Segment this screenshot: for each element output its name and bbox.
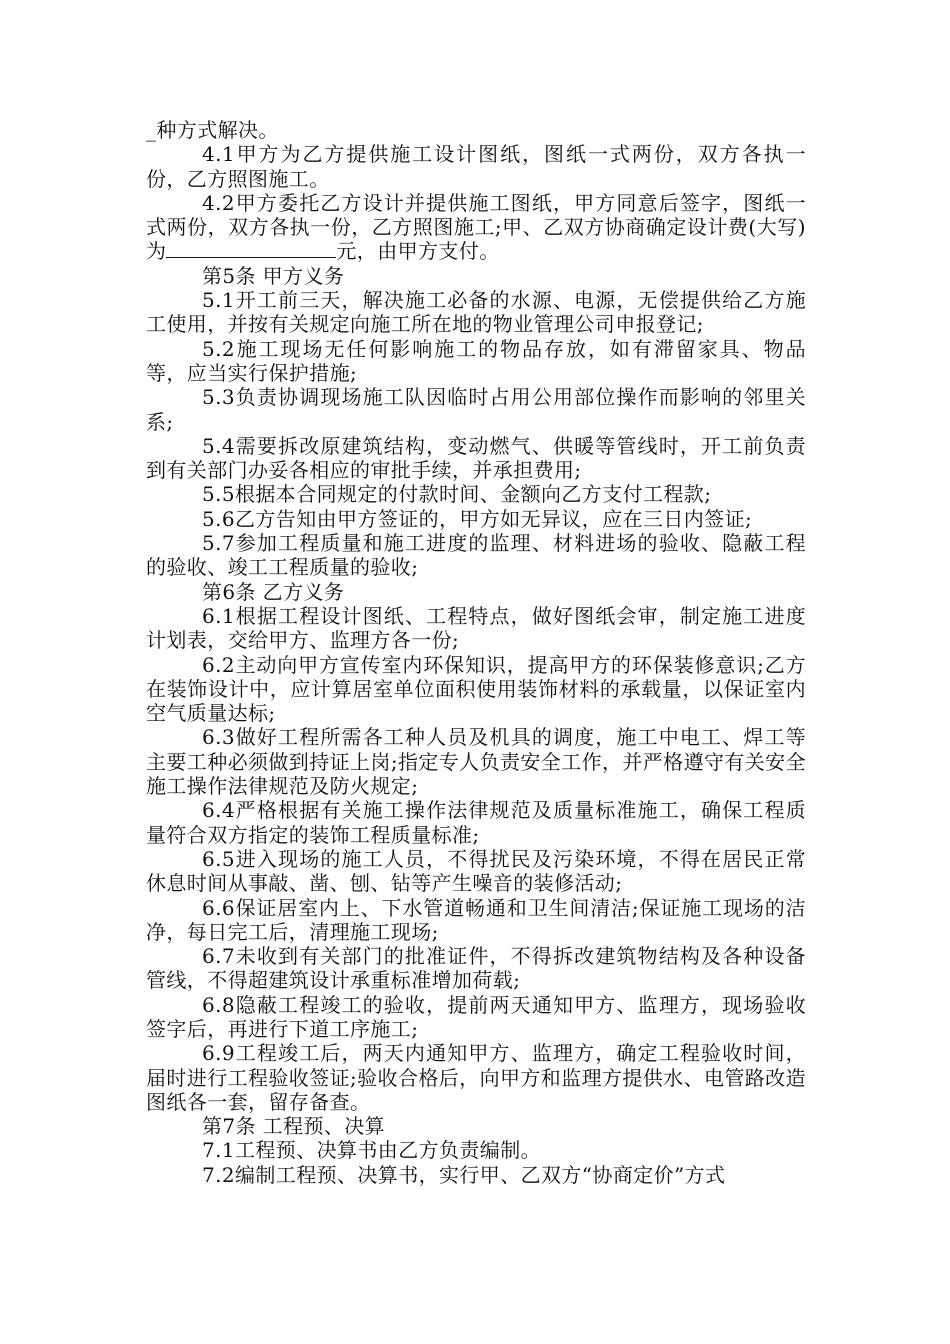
article-5-heading: 第5条 甲方义务 <box>202 263 345 288</box>
paragraph: _种方式解决。 <box>146 118 279 142</box>
clause-7-2: 7.2编制工程预、决算书，实行甲、乙双方“协商定价”方式 <box>202 1162 726 1187</box>
clause-4-1: 4.1甲方为乙方提供施工设计图纸，图纸一式两份，双方各执一份，乙方照图施工。 <box>146 142 806 191</box>
article-7-heading: 第7条 工程预、决算 <box>202 1114 386 1139</box>
clause-5-4: 5.4需要拆改原建筑结构，变动燃气、供暖等管线时，开工前负责到有关部门办妥各相应的审批手续，并承担费用; <box>146 433 806 483</box>
article-6-heading: 第6条 乙方义务 <box>202 579 345 604</box>
clause-6-9: 6.9工程竣工后，两天内通知甲方、监理方，确定工程验收时间，届时进行工程验收签证;验收合格后，向甲方和监理方提供水、电管路改造图纸各一套，留存备查。 <box>146 1041 806 1114</box>
clause-6-1: 6.1根据工程设计图纸、工程特点，做好图纸会审，制定施工进度计划表，交给甲方、监理方各一份; <box>146 603 806 653</box>
clause-6-6: 6.6保证居室内上、下水管道畅通和卫生间清洁;保证施工现场的洁净，每日完工后，清理施工现场; <box>146 895 806 944</box>
clause-6-5: 6.5进入现场的施工人员，不得扰民及污染环境，不得在居民正常休息时间从事敲、凿、刨、钻等产生噪音的装修活动; <box>146 846 806 896</box>
fill-in-blank <box>166 239 336 258</box>
clause-5-7: 5.7参加工程质量和施工进度的监理、材料进场的验收、隐蔽工程的验收、竣工工程质量的验收; <box>146 531 806 580</box>
clause-6-2: 6.2主动向甲方宣传室内环保知识，提高甲方的环保装修意识;乙方在装饰设计中，应计算居室单位面积使用装饰材料的承载量，以保证室内空气质量达标; <box>146 652 806 726</box>
clause-4-2-tail: 元，由甲方支付。 <box>336 239 500 264</box>
clause-6-8: 6.8隐蔽工程竣工的验收，提前两天通知甲方、监理方，现场验收签字后，再进行下道工序施工; <box>146 992 806 1041</box>
document-body <box>146 118 806 1187</box>
clause-4-2-text: 4.2甲方委托乙方设计并提供施工图纸，甲方同意后签字，图纸一式两份，双方各执一份，乙方照图施工;甲、乙双方协商确定设计费(大写)为 <box>146 190 806 264</box>
clause-6-3: 6.3做好工程所需各工种人员及机具的调度，施工中电工、焊工等主要工种必须做到持证上岗;指定专人负责安全工作，并严格遵守有关安全施工操作法律规范及防火规定; <box>146 725 806 799</box>
clause-4-2 <box>146 191 806 264</box>
clause-5-3: 5.3负责协调现场施工队因临时占用公用部位操作而影响的邻里关系; <box>146 385 806 434</box>
clause-6-4: 6.4严格根据有关施工操作法律规范及质量标准施工，确保工程质量符合双方指定的装饰工程质量标准; <box>146 798 806 847</box>
clause-5-5: 5.5根据本合同规定的付款时间、金额向乙方支付工程款; <box>202 482 712 507</box>
clause-5-1: 5.1开工前三天，解决施工必备的水源、电源，无偿提供给乙方施工使用，并按有关规定向施工所在地的物业管理公司申报登记; <box>146 288 806 337</box>
clause-6-7: 6.7未收到有关部门的批准证件，不得拆改建筑物结构及各种设备管线，不得超建筑设计承重标准增加荷载; <box>146 944 806 993</box>
clause-7-1: 7.1工程预、决算书由乙方负责编制。 <box>202 1138 542 1163</box>
clause-5-6: 5.6乙方告知由甲方签证的，甲方如无异议，应在三日内签证; <box>202 506 753 531</box>
clause-5-2: 5.2施工现场无任何影响施工的物品存放，如有滞留家具、物品等，应当实行保护措施; <box>146 336 806 385</box>
